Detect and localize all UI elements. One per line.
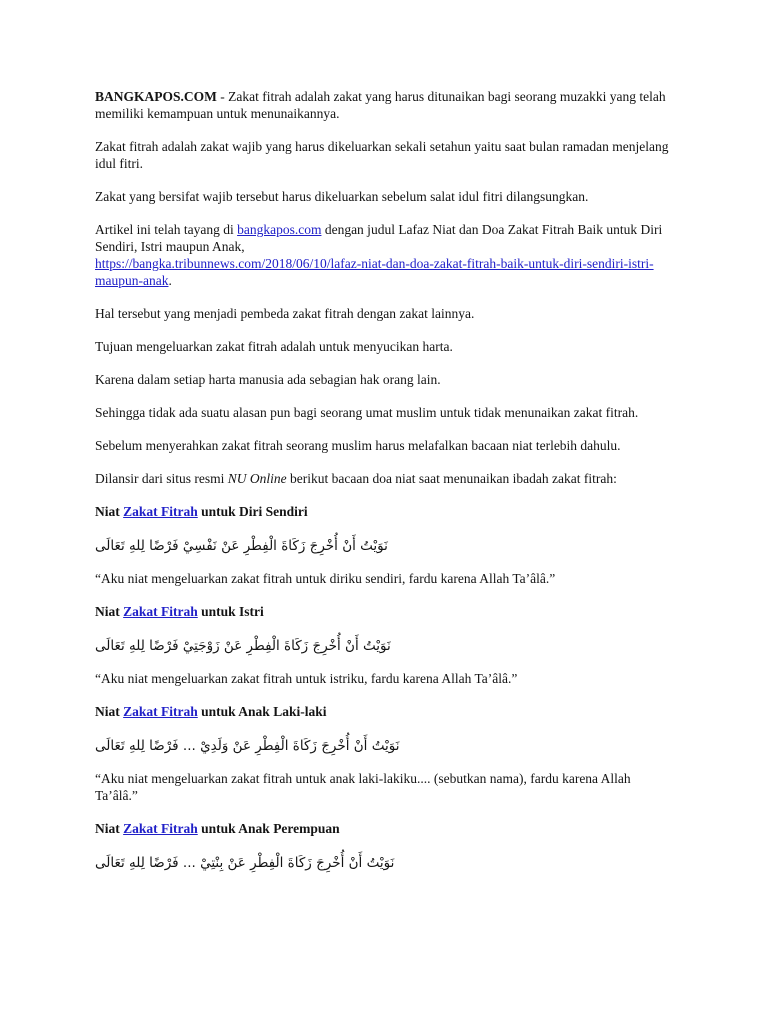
paragraph-definition: Zakat fitrah adalah zakat wajib yang harus dikeluarkan sekali setahun yaitu saat bulan ramadan menjelang idul fitri. bbox=[95, 139, 669, 171]
paragraph-tujuan: Tujuan mengeluarkan zakat fitrah adalah untuk menyucikan harta. bbox=[95, 339, 453, 354]
paragraph-text: . bbox=[168, 273, 172, 288]
arabic-niat-istri: نَوَيْتُ أَنْ أُخْرِجَ زَكَاةَ الْفِطْرِ عَنْ زَوْجَتِيْ فَرْضًا لِلهِ تَعَالَى bbox=[95, 638, 391, 654]
heading-text: untuk Anak Laki-laki bbox=[197, 704, 327, 719]
heading-text: Niat bbox=[95, 821, 124, 836]
nu-online-name: NU Online bbox=[227, 471, 287, 486]
heading-text: Niat bbox=[95, 704, 124, 719]
paragraph-text: dengan judul Lafaz Niat dan Doa Zakat Fitrah Baik untuk Diri Sendiri, Istri maupun Anak, bbox=[95, 222, 663, 254]
translation-anak-laki: “Aku niat mengeluarkan zakat fitrah untuk anak laki-lakiku.... (sebutkan nama), fardu karena Allah Ta’âlâ.” bbox=[95, 771, 631, 803]
paragraph-alasan: Sehingga tidak ada suatu alasan pun bagi seorang umat muslim untuk tidak menunaikan zakat fitrah. bbox=[95, 405, 639, 420]
paragraph-text: Artikel ini telah tayang di bbox=[95, 222, 238, 237]
arabic-niat-diri-sendiri: نَوَيْتُ أَنْ أُخْرِجَ زَكَاةَ الْفِطْرِ عَنْ نَفْسِيْ فَرْضًا لِلهِ تَعَالَى bbox=[95, 538, 388, 554]
source-name: BANGKAPOS.COM bbox=[95, 89, 217, 104]
zakat-fitrah-link[interactable]: Zakat Fitrah bbox=[123, 604, 198, 619]
section-heading-anak-laki bbox=[95, 703, 676, 720]
heading-text: untuk Anak Perempuan bbox=[197, 821, 340, 836]
zakat-fitrah-link[interactable]: Zakat Fitrah bbox=[123, 504, 198, 519]
section-heading-istri bbox=[95, 603, 676, 620]
bangkapos-link[interactable]: bangkapos.com bbox=[237, 222, 322, 237]
article-url-link[interactable]: https://bangka.tribunnews.com/2018/06/10/lafaz-niat-dan-doa-zakat-fitrah-baik-untuk-diri-sendiri-istri-maupun-anak bbox=[95, 256, 654, 288]
paragraph-text: - Zakat fitrah adalah zakat yang harus ditunaikan bagi seorang muzakki yang telah memiliki kemampuan untuk menunaikannya. bbox=[95, 89, 666, 121]
paragraph-article-source bbox=[95, 221, 676, 289]
heading-text: untuk Istri bbox=[197, 604, 264, 619]
translation-istri: “Aku niat mengeluarkan zakat fitrah untuk istriku, fardu karena Allah Ta’âlâ.” bbox=[95, 671, 518, 686]
paragraph-hak: Karena dalam setiap harta manusia ada sebagian hak orang lain. bbox=[95, 372, 441, 387]
paragraph-pembeda: Hal tersebut yang menjadi pembeda zakat fitrah dengan zakat lainnya. bbox=[95, 306, 475, 321]
heading-text: untuk Diri Sendiri bbox=[197, 504, 308, 519]
paragraph-niat-intro: Sebelum menyerahkan zakat fitrah seorang muslim harus melafalkan bacaan niat terlebih dahulu. bbox=[95, 438, 621, 453]
paragraph-lede bbox=[95, 88, 676, 122]
paragraph-text: Dilansir dari situs resmi bbox=[95, 471, 228, 486]
section-heading-diri-sendiri bbox=[95, 503, 676, 520]
zakat-fitrah-link[interactable]: Zakat Fitrah bbox=[123, 821, 198, 836]
heading-text: Niat bbox=[95, 504, 124, 519]
paragraph-text: berikut bacaan doa niat saat menunaikan ibadah zakat fitrah: bbox=[286, 471, 617, 486]
arabic-niat-anak-laki: نَوَيْتُ أَنْ أُخْرِجَ زَكَاةَ الْفِطْرِ عَنْ وَلَدِيْ ... فَرْضًا لِلهِ تَعَالَى bbox=[95, 738, 400, 754]
paragraph-wajib: Zakat yang bersifat wajib tersebut harus dikeluarkan sebelum salat idul fitri dilangsungkan. bbox=[95, 189, 589, 204]
translation-diri-sendiri: “Aku niat mengeluarkan zakat fitrah untuk diriku sendiri, fardu karena Allah Ta’âlâ.” bbox=[95, 571, 556, 586]
zakat-fitrah-link[interactable]: Zakat Fitrah bbox=[123, 704, 198, 719]
section-heading-anak-perempuan bbox=[95, 820, 676, 837]
paragraph-nu-online bbox=[95, 470, 676, 487]
arabic-niat-anak-perempuan: نَوَيْتُ أَنْ أُخْرِجَ زَكَاةَ الْفِطْرِ عَنْ بِنْتِيْ ... فَرْضًا لِلهِ تَعَالَى bbox=[95, 855, 395, 871]
heading-text: Niat bbox=[95, 604, 124, 619]
